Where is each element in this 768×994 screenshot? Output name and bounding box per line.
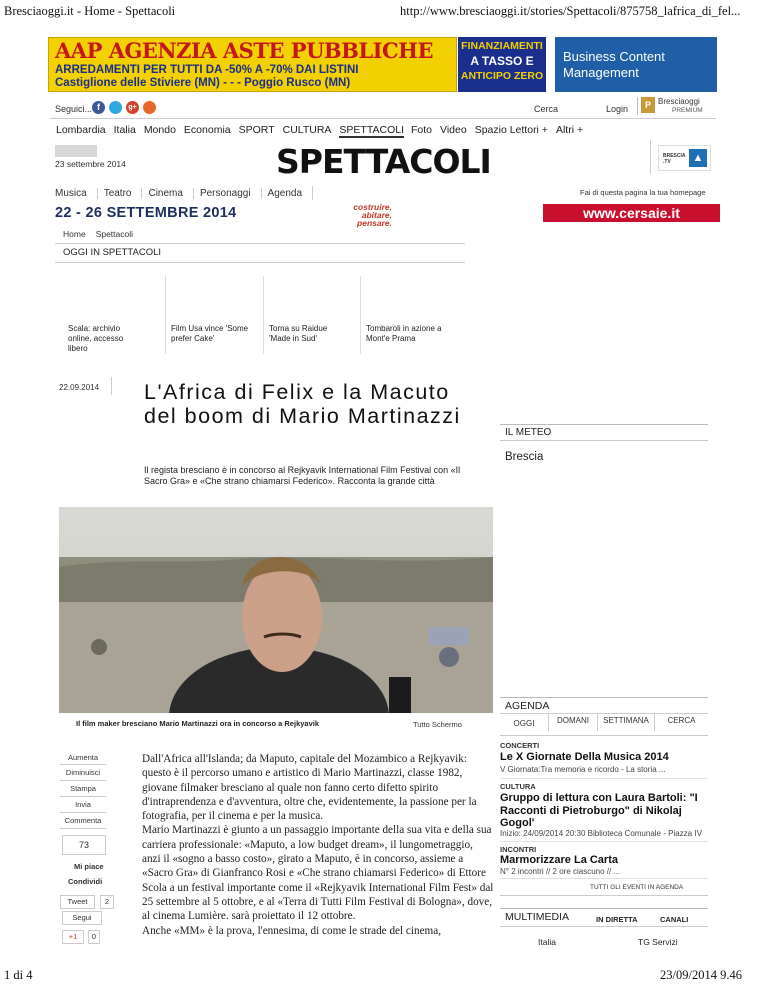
brescia-tv-label: BRESCIA .TV	[663, 153, 686, 165]
meteo-rule	[500, 440, 708, 441]
agenda-event-1-title[interactable]: Le X Giornate Della Musica 2014	[500, 751, 669, 763]
gplus-button[interactable]: +1	[62, 930, 84, 944]
agenda-all-events-link[interactable]: TUTTI GLI EVENTI IN AGENDA	[590, 884, 684, 891]
follow-label: Seguici...	[55, 104, 93, 114]
print-button[interactable]: Stampa	[60, 781, 106, 797]
slogan-line3: pensare.	[357, 218, 392, 228]
homepage-link[interactable]: Fai di questa pagina la tua homepage	[580, 188, 706, 197]
toolbar-divider	[637, 97, 638, 115]
facebook-icon[interactable]: f	[92, 101, 105, 114]
comment-button[interactable]: Commenta	[60, 813, 106, 829]
oggi-header: OGGI IN SPETTACOLI	[63, 247, 162, 258]
nav-item-foto[interactable]: Foto	[411, 124, 433, 136]
oggi-divider-1	[165, 276, 166, 354]
pdf-title: Bresciaoggi.it - Home - Spettacoli	[4, 4, 176, 18]
subnav-item-teatro[interactable]: Teatro	[97, 188, 138, 199]
meteo-header: IL METEO	[505, 427, 552, 438]
agenda-event-1-sub: V Giornata:Tra memoria e ricordo - La storia ...	[500, 765, 666, 774]
rss-icon[interactable]	[143, 101, 156, 114]
follow-button[interactable]: Segui	[62, 911, 102, 925]
meteo-city: Brescia	[505, 451, 544, 463]
meteo-top-rule	[500, 424, 708, 425]
like-button[interactable]: Mi piace	[74, 862, 104, 871]
agenda-event-2-sub: Inizio: 24/09/2014 20:30 Biblioteca Comunale - Piazza IV	[500, 829, 702, 838]
ad-bcm-line2: Management	[563, 65, 639, 80]
pdf-datetime: 23/09/2014 9.46	[660, 968, 742, 982]
article-title: L'Africa di Felix e la Macuto del boom di Mario Martinazzi	[144, 380, 461, 428]
agenda-tabs	[500, 713, 708, 731]
gplus-count: 0	[88, 930, 100, 944]
agenda-event-3-sub: N° 2 incontri // 2 ore ciascuno // ...	[500, 867, 621, 876]
agenda-tab-domani[interactable]: DOMANI	[548, 713, 598, 731]
pdf-url: http://www.bresciaoggi.it/stories/Spettacoli/875758_lafrica_di_fel...	[400, 4, 741, 18]
oggi-item-3[interactable]: Torna su Raidue 'Made in Sud'	[269, 324, 328, 343]
share-button[interactable]: Condividi	[68, 877, 103, 886]
decrease-font-button[interactable]: Diminuisci	[60, 765, 106, 781]
masthead-date: 23 settembre 2014	[55, 159, 126, 169]
breadcrumb-spettacoli[interactable]: Spettacoli	[95, 229, 134, 239]
article-tools	[60, 751, 106, 829]
tv-arrow-icon: ▲	[689, 149, 707, 167]
subnav-item-agenda[interactable]: Agenda	[261, 188, 308, 199]
agenda-event-3-category: INCONTRI	[500, 845, 537, 854]
cersaie-dates[interactable]: 22 - 26 SETTEMBRE 2014	[55, 205, 237, 221]
agenda-sep-2	[500, 841, 708, 842]
agenda-bottom-rule	[500, 895, 708, 896]
ad-bcm-line1: Business Content	[563, 49, 665, 64]
nav-item-cultura[interactable]: CULTURA	[282, 124, 332, 136]
article-date-divider	[111, 377, 112, 395]
multimedia-item-tg[interactable]: TG Servizi	[638, 937, 678, 947]
ad-aste-line3: Castiglione delle Stiviere (MN) - - - Poggio Rusco (MN)	[55, 77, 351, 89]
nav-item-video[interactable]: Video	[440, 124, 467, 136]
ad-banner-aste[interactable]	[48, 37, 457, 92]
multimedia-top-rule	[500, 908, 708, 909]
subnav-end-divider	[312, 186, 325, 200]
multimedia-tab-channels[interactable]: CANALI	[660, 915, 689, 924]
nav-item-spazio-lettori[interactable]: Spazio Lettori +	[474, 124, 548, 136]
ad-fin-line2: A TASSO E	[470, 54, 534, 68]
agenda-top-rule	[500, 697, 708, 698]
login-link[interactable]: Login	[606, 104, 629, 114]
slogan-line1: costruire,	[353, 202, 392, 212]
nav-item-italia[interactable]: Italia	[113, 124, 136, 136]
ad-aste-headline: AAP AGENZIA ASTE PUBBLICHE	[55, 38, 434, 63]
agenda-sep-1	[500, 778, 708, 779]
premium-label: PREMIUM	[672, 107, 703, 114]
oggi-item-4[interactable]: Tombaroli in azione a Mont'e Prama	[366, 324, 442, 343]
sub-nav	[55, 186, 325, 200]
pdf-page-number: 1 di 4	[4, 968, 33, 982]
agenda-tab-cerca[interactable]: CERCA	[654, 713, 708, 731]
article-body: Dall'Africa all'Islanda; da Maputo, capitale del Mozambico a Rejkyavik: questo è il percorso umano e artistico di Mario Martinazzi, classe 1982, giovane filmaker bresciano al quale non fanno certo difetto spirito d'intraprendenza e d'avventura, oltre che, evidentemente, la passione per la fotografia, per il cinema e per la musica. Mario Martinazzi è giunto a un passaggio importante della sua vita e della sua carriera professionale: «Maputo, a low budget dream», il lungometraggio, anzi il «sogno a basso costo», girato a Maputo, è in concorso, assieme a «Sacro Gra» di Gianfranco Rosi e «Che strano chiamarsi Federico» di Ettore Scola a un festival importante come il «Rejkyavik International Film Fest» dal 25 settembre al 5 ottobre, e al «Terra di Tutti Film Festival di Bologna», dove, al cinema Lumière. sarà proiettato il 12 ottobre. Anche «MM» è la prova, l'ennesima, di come le strade del cinema,	[142, 753, 494, 937]
article-photo[interactable]	[59, 507, 493, 713]
cersaie-slogan[interactable]	[332, 203, 392, 227]
ad-fin-line1: FINANZIAMENTI	[461, 40, 543, 52]
agenda-event-1-category: CONCERTI	[500, 741, 540, 750]
twitter-icon[interactable]	[109, 101, 122, 114]
masthead-divider	[650, 140, 651, 174]
multimedia-rule	[500, 926, 708, 927]
subnav-item-musica[interactable]: Musica	[55, 187, 87, 199]
increase-font-button[interactable]: Aumenta	[60, 751, 106, 765]
slogan-line2: abitare,	[361, 210, 392, 220]
oggi-item-2[interactable]: Film Usa vince 'Some prefer Cake'	[171, 324, 249, 343]
article-date: 22.09.2014	[59, 383, 100, 392]
like-count: 73	[62, 835, 106, 855]
ad-aste-line2: ARREDAMENTI PER TUTTI DA -50% A -70% DAI LISTINI	[55, 64, 359, 76]
cersaie-site[interactable]: www.cersaie.it	[543, 204, 720, 222]
nav-item-mondo[interactable]: Mondo	[143, 124, 176, 136]
send-button[interactable]: Invia	[60, 797, 106, 813]
agenda-event-2-title[interactable]: Gruppo di lettura con Laura Bartoli: "I Racconti di Pietroburgo" di Nikolaj Gogol'	[500, 792, 698, 829]
breadcrumb	[63, 229, 133, 239]
ad-business-content[interactable]	[555, 37, 717, 92]
search-link[interactable]: Cerca	[534, 104, 559, 114]
oggi-divider-2	[263, 276, 264, 354]
oggi-divider-3	[360, 276, 361, 354]
breadcrumb-rule	[55, 243, 465, 244]
premium-brand: Bresciaoggi	[658, 97, 700, 106]
bresciaoggi-logo[interactable]	[55, 145, 97, 157]
nav-item-lombardia[interactable]: Lombardia	[56, 124, 106, 136]
toolbar-rule	[50, 118, 716, 119]
agenda-header: AGENDA	[505, 700, 550, 712]
nav-item-altri[interactable]: Altri +	[555, 124, 584, 136]
ad-finanziamenti[interactable]	[458, 37, 546, 92]
nav-item-sport[interactable]: SPORT	[238, 124, 275, 136]
subnav-item-cinema[interactable]: Cinema	[141, 188, 188, 199]
breadcrumb-home[interactable]: Home	[63, 229, 86, 239]
article-summary: Il regista bresciano è in concorso al Rejkyavik International Film Festival con «Il Sacro Gra» e «Che strano chiamarsi Federico». Racconta la grande città	[144, 465, 461, 486]
premium-logo-icon[interactable]: P	[641, 97, 655, 113]
tweet-button[interactable]: Tweet	[60, 895, 95, 909]
nav-item-economia[interactable]: Economia	[183, 124, 231, 136]
tweet-count: 2	[100, 895, 114, 909]
multimedia-item-italia[interactable]: Italia	[538, 937, 556, 947]
googleplus-icon[interactable]: g+	[126, 101, 139, 114]
section-title: SPETTACOLI	[276, 142, 491, 181]
agenda-sep-3	[500, 878, 708, 879]
main-nav	[56, 124, 591, 138]
photo-caption: Il film maker bresciano Mario Martinazzi ora in concorso a Rejkyavik	[76, 719, 320, 728]
multimedia-header: MULTIMEDIA	[505, 911, 569, 923]
agenda-event-2-category: CULTURA	[500, 782, 536, 791]
agenda-tabs-rule	[500, 735, 708, 736]
multimedia-tab-live[interactable]: IN DIRETTA	[596, 915, 638, 924]
agenda-event-3-title[interactable]: Marmorizzare La Carta	[500, 854, 618, 866]
ad-fin-line3: ANTICIPO ZERO	[460, 70, 544, 82]
agenda-tab-settimana[interactable]: SETTIMANA	[603, 716, 649, 725]
oggi-item-1[interactable]: Scala: archivio online, accesso libero	[68, 324, 124, 353]
fullscreen-link[interactable]: Tutto Schermo	[413, 720, 462, 729]
oggi-rule	[55, 262, 465, 263]
nav-item-spettacoli[interactable]: SPETTACOLI	[339, 124, 404, 136]
agenda-tab-oggi[interactable]: OGGI	[513, 719, 535, 728]
brescia-tv-logo[interactable]	[658, 145, 711, 171]
photo-illustration	[59, 507, 493, 713]
subnav-item-personaggi[interactable]: Personaggi	[193, 188, 257, 199]
